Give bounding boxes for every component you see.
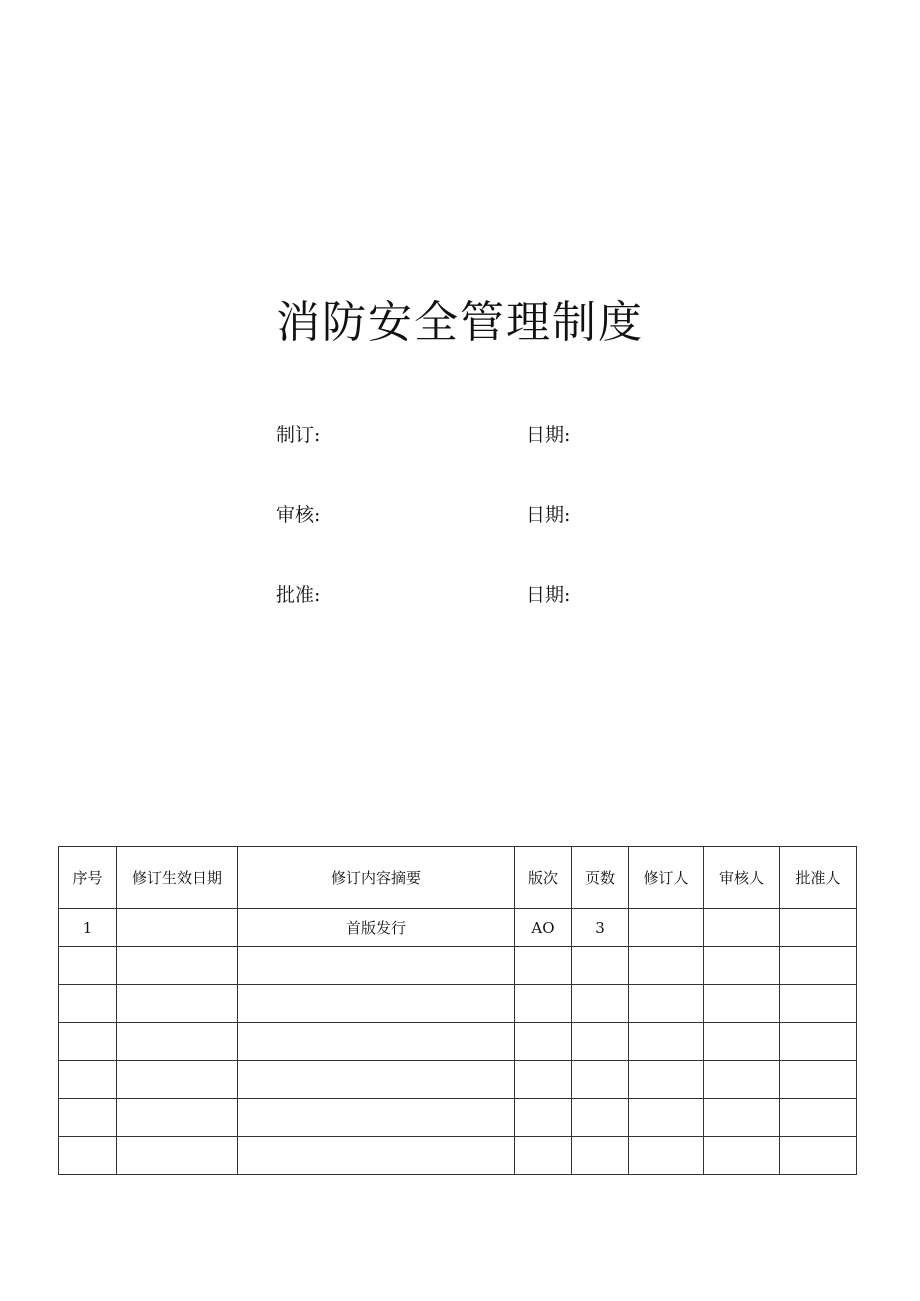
cell-pages: 3 [572,909,629,947]
cell-effective-date [117,1137,238,1175]
cell-reviser [629,1061,704,1099]
table-row [59,985,857,1023]
header-summary: 修订内容摘要 [238,847,515,909]
signoff-row-drafted [0,415,920,455]
table-header-row [59,847,857,909]
header-reviser: 修订人 [629,847,704,909]
cell-reviser [629,909,704,947]
cell-effective-date [117,909,238,947]
header-effective-date: 修订生效日期 [117,847,238,909]
cell-approver [780,947,857,985]
cell-approver [780,985,857,1023]
cell-pages [572,947,629,985]
cell-version [515,1061,572,1099]
signoff-row-approved [0,575,920,615]
cell-effective-date [117,1023,238,1061]
cell-pages [572,985,629,1023]
cell-effective-date [117,985,238,1023]
cell-approver [780,1023,857,1061]
cell-version [515,1099,572,1137]
cell-reviewer [704,1099,780,1137]
cell-reviewer [704,1061,780,1099]
cell-reviewer [704,1137,780,1175]
cell-pages [572,1023,629,1061]
cell-reviewer [704,909,780,947]
cell-approver [780,1061,857,1099]
table-row [59,1137,857,1175]
cell-effective-date [117,1061,238,1099]
cell-reviser [629,985,704,1023]
cell-pages [572,1099,629,1137]
header-version: 版次 [515,847,572,909]
header-seq: 序号 [59,847,117,909]
approved-date-label: 日期: [526,584,571,606]
cell-version [515,947,572,985]
reviewed-by-label: 审核: [276,504,321,526]
cell-pages [572,1137,629,1175]
cell-seq [59,947,117,985]
cell-version: AO [515,909,572,947]
cell-seq [59,1023,117,1061]
reviewed-date-label: 日期: [526,504,571,526]
cell-summary [238,947,515,985]
table-row [59,909,857,947]
cell-version [515,1137,572,1175]
table-row [59,1099,857,1137]
table-row [59,1023,857,1061]
cell-summary [238,985,515,1023]
table-row [59,947,857,985]
revision-history-table [58,846,857,1175]
drafted-date-label: 日期: [526,424,571,446]
cell-reviser [629,1099,704,1137]
cell-seq [59,1099,117,1137]
cell-seq [59,1137,117,1175]
cell-pages [572,1061,629,1099]
cell-effective-date [117,1099,238,1137]
approved-by-label: 批准: [276,584,321,606]
cell-reviewer [704,947,780,985]
cell-summary [238,1099,515,1137]
document-title: 消防安全管理制度 [276,297,644,349]
cell-reviewer [704,1023,780,1061]
cell-summary [238,1137,515,1175]
cell-reviewer [704,985,780,1023]
cell-reviser [629,1137,704,1175]
header-approver: 批准人 [780,847,857,909]
cell-approver [780,909,857,947]
cell-effective-date [117,947,238,985]
cell-version [515,1023,572,1061]
cell-reviser [629,1023,704,1061]
cell-summary [238,1023,515,1061]
cell-approver [780,1137,857,1175]
cell-approver [780,1099,857,1137]
cell-reviser [629,947,704,985]
cell-summary: 首版发行 [238,909,515,947]
drafted-by-label: 制订: [276,424,321,446]
cell-seq [59,985,117,1023]
cell-summary [238,1061,515,1099]
cell-seq [59,1061,117,1099]
signoff-row-reviewed [0,495,920,535]
cell-version [515,985,572,1023]
table-row [59,1061,857,1099]
cell-seq: 1 [59,909,117,947]
header-reviewer: 审核人 [704,847,780,909]
header-pages: 页数 [572,847,629,909]
